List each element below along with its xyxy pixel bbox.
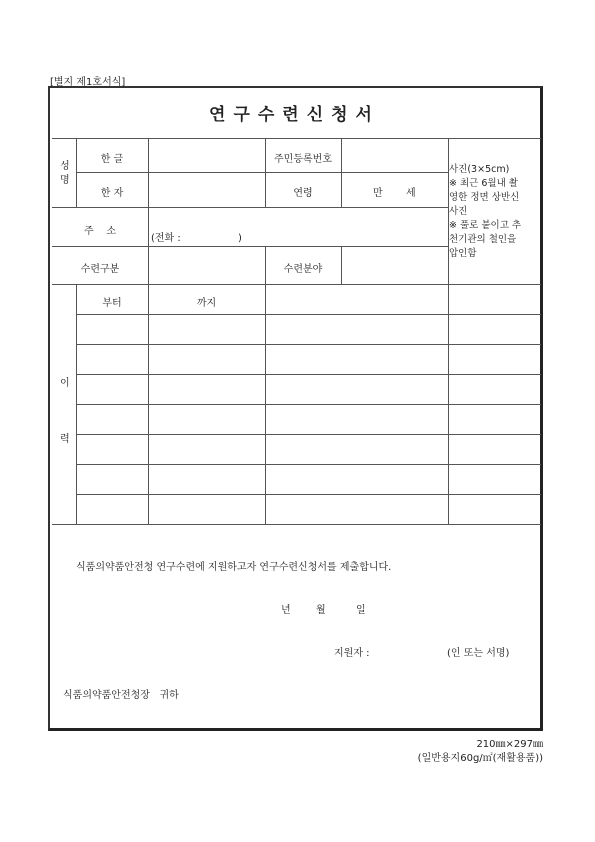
training-type-label: 수련구분 bbox=[80, 264, 120, 275]
row-line bbox=[52, 207, 448, 208]
row-line bbox=[76, 314, 541, 315]
phone-field: (전화 : ) bbox=[151, 233, 242, 244]
signature-label: (인 또는 서명) bbox=[447, 648, 510, 659]
photo-line: 압인함 bbox=[449, 248, 477, 259]
age-label: 연령 bbox=[293, 188, 313, 199]
history-from-header: 부터 bbox=[102, 298, 122, 309]
date-year: 년 bbox=[281, 605, 291, 616]
name-hanja-label: 한 자 bbox=[100, 188, 124, 199]
address-label: 주 소 bbox=[83, 226, 117, 237]
addressee: 식품의약품안전청장 귀하 bbox=[63, 690, 179, 701]
paper-spec: (일반용지60g/㎡(재활용품)) bbox=[417, 753, 543, 764]
table-bottom-line bbox=[52, 524, 541, 525]
photo-line: ※ 최근 6월내 촬 bbox=[449, 178, 518, 189]
row-line bbox=[52, 284, 541, 285]
application-statement: 식품의약품안전청 연구수련에 지원하고자 연구수련신청서를 제출합니다. bbox=[76, 562, 392, 573]
photo-line: 사진 bbox=[449, 206, 468, 217]
col-line bbox=[341, 246, 342, 284]
photo-line: 천기관의 철인을 bbox=[449, 234, 517, 245]
row-line bbox=[76, 374, 541, 375]
history-label-top: 이 bbox=[60, 378, 70, 389]
resident-number-label: 주민등록번호 bbox=[274, 154, 332, 165]
col-line bbox=[265, 246, 266, 524]
name-hangul-label: 한 글 bbox=[100, 154, 124, 165]
table-top-line bbox=[52, 138, 541, 139]
photo-line: 사진(3×5cm) bbox=[449, 164, 510, 175]
col-line bbox=[76, 284, 77, 524]
photo-line: ※ 풀로 붙이고 추 bbox=[449, 220, 522, 231]
form-title: 연구수련신청서 bbox=[209, 105, 380, 125]
age-unit-man: 만 bbox=[373, 188, 383, 199]
history-label-bottom: 력 bbox=[60, 434, 70, 445]
row-line bbox=[76, 464, 541, 465]
col-line bbox=[148, 138, 149, 524]
form-number-label: [별지 제1호서식] bbox=[50, 77, 126, 88]
name-label-1: 성명 bbox=[60, 161, 70, 186]
row-line bbox=[76, 404, 541, 405]
history-to-header: 까지 bbox=[196, 298, 217, 309]
photo-line: 영한 정면 상반신 bbox=[449, 192, 520, 203]
age-unit-se: 세 bbox=[406, 188, 416, 199]
row-line bbox=[76, 344, 541, 345]
date-day: 일 bbox=[356, 605, 366, 616]
row-line bbox=[76, 172, 448, 173]
row-line bbox=[76, 494, 541, 495]
row-line bbox=[76, 434, 541, 435]
training-field-label: 수련분야 bbox=[283, 264, 323, 275]
row-line bbox=[52, 246, 448, 247]
photo-area bbox=[449, 163, 543, 261]
col-line bbox=[341, 138, 342, 207]
applicant-label: 지원자 : bbox=[334, 648, 370, 659]
date-month: 월 bbox=[316, 605, 326, 616]
paper-size: 210㎜×297㎜ bbox=[476, 739, 543, 750]
